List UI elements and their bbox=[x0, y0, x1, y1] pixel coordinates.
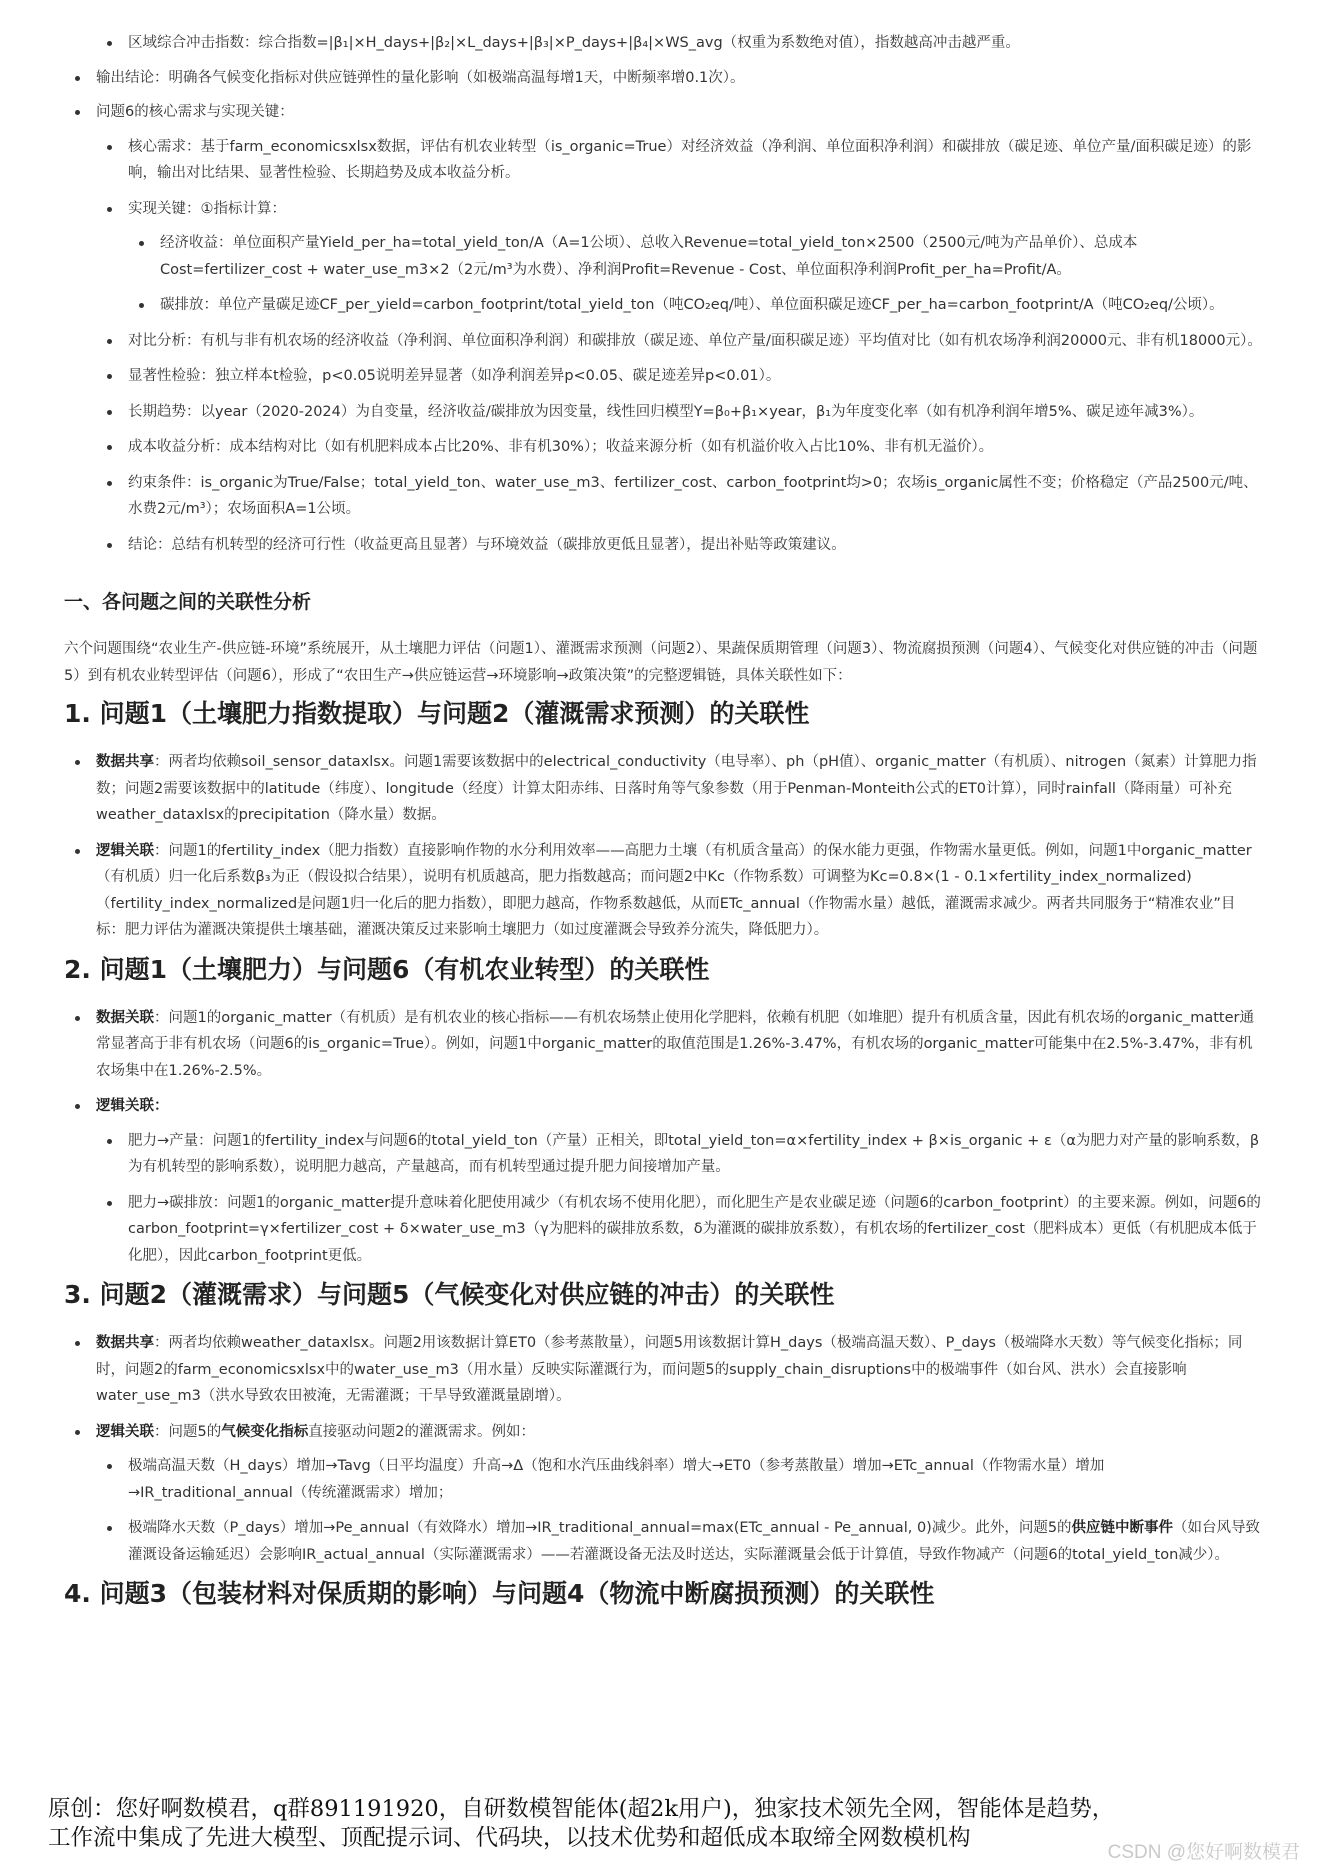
q1-q6-list bbox=[64, 1005, 1264, 1270]
q6-econ: 经济收益：单位面积产量Yield_per_ha=total_yield_ton/A（A=1公顷）、总收入Revenue=total_yield_ton×2500（2500元/吨为产品单价）、总成本Cost=fertilizer_cost + water_use_m3×2（2元/m³为水费）、净利润Profit=Revenue - Cost、单位面积净利润Profit_per_ha=Profit/A。 bbox=[160, 235, 1138, 278]
list-item bbox=[64, 749, 1264, 829]
document-page bbox=[64, 30, 1264, 1629]
list-item bbox=[64, 838, 1264, 944]
q6-list bbox=[64, 99, 1264, 558]
q6-conclusion: 结论：总结有机转型的经济可行性（收益更高且显著）与环境效益（碳排放更低且显著），提出补贴等政策建议。 bbox=[128, 536, 846, 553]
q1-q2-heading: 1. 问题1（土壤肥力指数提取）与问题2（灌溉需求预测）的关联性 bbox=[64, 699, 810, 728]
bullet bbox=[107, 41, 112, 46]
q2-q5-heading: 3. 问题2（灌溉需求）与问题5（气候变化对供应链的冲击）的关联性 bbox=[64, 1280, 835, 1309]
logic-text: ：问题1的fertility_index（肥力指数）直接影响作物的水分利用效率——高肥力土壤（有机质含量高）的保水能力更强，作物需水量更低。例如，问题1中organic_matter（有机质）归一化后系数β₃为正（假设拟合结果），说明有机质越高，肥力指数越高；而问题2中Kc（作物系数）可调整为Kc=0.8×(1 - 0.1×fertility_index_normalized)（fertility_index_normalized是问题1归一化后的肥力指数），即肥力越高，作物系数越低，从而ETc_annual（作物需水量）越低，灌溉需求减少。两者共同服务于“精准农业”目标：肥力评估为灌溉决策提供土壤基础，灌溉决策反过来影响土壤肥力（如过度灌溉会导致养分流失，降低肥力）。 bbox=[96, 842, 1252, 938]
list-item bbox=[64, 30, 1264, 57]
q3-q4-heading: 4. 问题3（包装材料对保质期的影响）与问题4（物流中断腐损预测）的关联性 bbox=[64, 1579, 935, 1608]
data-share-label: 数据共享 bbox=[96, 754, 154, 770]
list-item bbox=[96, 434, 1264, 461]
output-conclusion-line: 输出结论：明确各气候变化指标对供应链弹性的量化影响（如极端高温每增1天，中断频率增0.1次）。 bbox=[96, 69, 745, 86]
watermark: CSDN @您好啊数模君 bbox=[1107, 1842, 1300, 1863]
data-link-text: ：问题1的organic_matter（有机质）是有机农业的核心指标——有机农场禁止使用化学肥料，依赖有机肥（如堆肥）提升有机质含量，因此有机农场的organic_matter通常显著高于非有机农场（问题6的is_organic=True）。例如，问题1中organic_matter的取值范围是1.26%-3.47%，有机农场的organic_matter可能集中在2.5%-3.47%，非有机农场集中在1.26%-2.5%。 bbox=[96, 1009, 1254, 1079]
composite-index-line: 区域综合冲击指数：综合指数=|β₁|×H_days+|β₂|×L_days+|β₃|×P_days+|β₄|×WS_avg（权重为系数绝对值），指数越高冲击越严重。 bbox=[128, 35, 1020, 51]
logic-label: 逻辑关联 bbox=[96, 1423, 154, 1440]
logic-bold: 气候变化指标 bbox=[221, 1423, 309, 1440]
list-item bbox=[96, 399, 1264, 426]
list-item bbox=[128, 292, 1264, 319]
q6-compare: 对比分析：有机与非有机农场的经济收益（净利润、单位面积净利润）和碳排放（碳足迹、单位产量/面积碳足迹）平均值对比（如有机农场净利润20000元、非有机18000元）。 bbox=[128, 332, 1262, 349]
q6-trend: 长期趋势：以year（2020-2024）为自变量，经济收益/碳排放为因变量，线性回归模型Y=β₀+β₁×year，β₁为年度变化率（如有机净利润年增5%、碳足迹年减3%）。 bbox=[128, 403, 1204, 420]
q6-sublist bbox=[96, 134, 1264, 559]
logic-text-a: ：问题5的 bbox=[154, 1423, 222, 1440]
footer-line-2: 工作流中集成了先进大模型、顶配提示词、代码块，以技术优势和超低成本取缔全网数模机构 bbox=[48, 1825, 971, 1851]
section-intro: 六个问题围绕“农业生产-供应链-环境”系统展开，从土壤肥力评估（问题1）、灌溉需求预测（问题2）、果蔬保质期管理（问题3）、物流腐损预测（问题4）、气候变化对供应链的冲击（问题5）到有机农业转型评估（问题6），形成了“农田生产→供应链运营→环境影响→政策决策”的完整逻辑链，具体关联性如下： bbox=[64, 641, 1258, 684]
data-share-label: 数据共享 bbox=[96, 1335, 154, 1351]
list-item bbox=[64, 99, 1264, 558]
q1-q6-heading: 2. 问题1（土壤肥力）与问题6（有机农业转型）的关联性 bbox=[64, 954, 710, 984]
list-item bbox=[64, 1093, 1264, 1269]
heat-days-chain: 极端高温天数（H_days）增加→Tavg（日平均温度）升高→Δ（饱和水汽压曲线斜率）增大→ET0（参考蒸散量）增加→ETc_annual（作物需水量）增加→IR_traditional_annual（传统灌溉需求）增加； bbox=[128, 1458, 1105, 1501]
list-item bbox=[96, 1515, 1264, 1568]
q6-title: 问题6的核心需求与实现关键： bbox=[96, 104, 294, 120]
list-item bbox=[96, 1128, 1264, 1181]
list-item bbox=[64, 65, 1264, 92]
q6-metrics-list bbox=[128, 230, 1264, 319]
list-item bbox=[128, 230, 1264, 283]
q6-core: 核心需求：基于farm_economicsxlsx数据，评估有机农业转型（is_organic=True）对经济效益（净利润、单位面积净利润）和碳排放（碳足迹、单位产量/面积碳足迹）的影响，输出对比结果、显著性检验、长期趋势及成本收益分析。 bbox=[128, 138, 1252, 181]
list-item bbox=[64, 1419, 1264, 1569]
list-item bbox=[64, 1005, 1264, 1085]
logic-label: 逻辑关联 bbox=[96, 842, 154, 859]
logic-colon: ： bbox=[154, 1098, 169, 1114]
q6-carbon: 碳排放：单位产量碳足迹CF_per_yield=carbon_footprint/total_yield_ton（吨CO₂eq/吨）、单位面积碳足迹CF_per_ha=carbon_footprint/A（吨CO₂eq/公顷）。 bbox=[160, 297, 1224, 313]
q6-cost: 成本收益分析：成本结构对比（如有机肥料成本占比20%、非有机30%）；收益来源分析（如有机溢价收入占比10%、非有机无溢价）。 bbox=[128, 439, 994, 455]
list-item bbox=[96, 363, 1264, 390]
list-item bbox=[96, 134, 1264, 187]
list-item bbox=[96, 196, 1264, 319]
list-item bbox=[96, 1453, 1264, 1506]
q1-q2-list bbox=[64, 749, 1264, 944]
footer-note bbox=[48, 1795, 1288, 1853]
q6-key: 实现关键：①指标计算： bbox=[128, 200, 286, 217]
list-item bbox=[64, 1330, 1264, 1410]
q2-q5-list bbox=[64, 1330, 1264, 1568]
logic-label: 逻辑关联 bbox=[96, 1098, 154, 1114]
section-heading: 一、各问题之间的关联性分析 bbox=[64, 591, 312, 613]
logic-sublist bbox=[96, 1453, 1264, 1568]
fertility-carbon: 肥力→碳排放：问题1的organic_matter提升意味着化肥使用减少（有机农场不使用化肥），而化肥生产是农业碳足迹（问题6的carbon_footprint）的主要来源。例如，问题6的carbon_footprint=γ×fertilizer_cost + δ×water_use_m3（γ为肥料的碳排放系数，δ为灌溉的碳排放系数），有机农场的fertilizer_cost（肥料成本）更低（有机肥成本低于化肥），因此carbon_footprint更低。 bbox=[128, 1194, 1261, 1264]
precip-days-bold: 供应链中断事件 bbox=[1071, 1520, 1174, 1536]
list-item bbox=[96, 328, 1264, 355]
bullet bbox=[75, 76, 80, 81]
list-item bbox=[96, 1190, 1264, 1270]
data-share-text: ：两者均依赖weather_dataxlsx。问题2用该数据计算ET0（参考蒸散量），问题5用该数据计算H_days（极端高温天数）、P_days（极端降水天数）等气候变化指标；同时，问题2的farm_economicsxlsx中的water_use_m3（用水量）反映实际灌溉行为，而问题5的supply_chain_disruptions中的极端事件（如台风、洪水）会直接影响water_use_m3（洪水导致农田被淹，无需灌溉；干旱导致灌溉量剧增）。 bbox=[96, 1335, 1243, 1404]
logic-text-b: 直接驱动问题2的灌溉需求。例如： bbox=[308, 1423, 535, 1440]
logic-sublist bbox=[96, 1128, 1264, 1270]
data-link-label: 数据关联 bbox=[96, 1009, 154, 1026]
precip-days-a: 极端降水天数（P_days）增加→Pe_annual（有效降水）增加→IR_traditional_annual=max(ETc_annual - Pe_annual, 0)减少。此外，问题5的 bbox=[128, 1520, 1072, 1536]
data-share-text: ：两者均依赖soil_sensor_dataxlsx。问题1需要该数据中的electrical_conductivity（电导率）、ph（pH值）、organic_matter（有机质）、nitrogen（氮素）计算肥力指数；问题2需要该数据中的latitude（纬度）、longitude（经度）计算太阳赤纬、日落时角等气象参数（用于Penman-Monteith公式的ET0计算），同时rainfall（降雨量）可补充weather_dataxlsx的precipitation（降水量）数据。 bbox=[96, 754, 1257, 823]
precip-days-c: （如台风导致灌溉设备运输延迟）会影响IR_actual_annual（实际灌溉需求）——若灌溉设备无法及时送达，实际灌溉量会低于计算值，导致作物减产（问题6的total_yield_ton减少）。 bbox=[128, 1520, 1261, 1563]
q6-significance: 显著性检验：独立样本t检验，p<0.05说明差异显著（如净利润差异p<0.05、碳足迹差异p<0.01）。 bbox=[128, 368, 781, 384]
q6-constraint: 约束条件：is_organic为True/False；total_yield_ton、water_use_m3、fertilizer_cost、carbon_footprint均>0；农场is_organic属性不变；价格稳定（产品2500元/吨、水费2元/m³）；农场面积A=1公顷。 bbox=[128, 474, 1258, 517]
footer-line-1: 原创：您好啊数模君，q群891191920，自研数模智能体(超2k用户)，独家技术领先全网，智能体是趋势， bbox=[48, 1796, 1115, 1822]
list-item bbox=[96, 470, 1264, 523]
list-item bbox=[96, 532, 1264, 559]
fertility-yield: 肥力→产量：问题1的fertility_index与问题6的total_yield_ton（产量）正相关，即total_yield_ton=α×fertility_index + β×is_organic + ε（α为肥力对产量的影响系数，β为有机转型的影响系数），说明肥力越高，产量越高，而有机转型通过提升肥力间接增加产量。 bbox=[128, 1132, 1260, 1175]
